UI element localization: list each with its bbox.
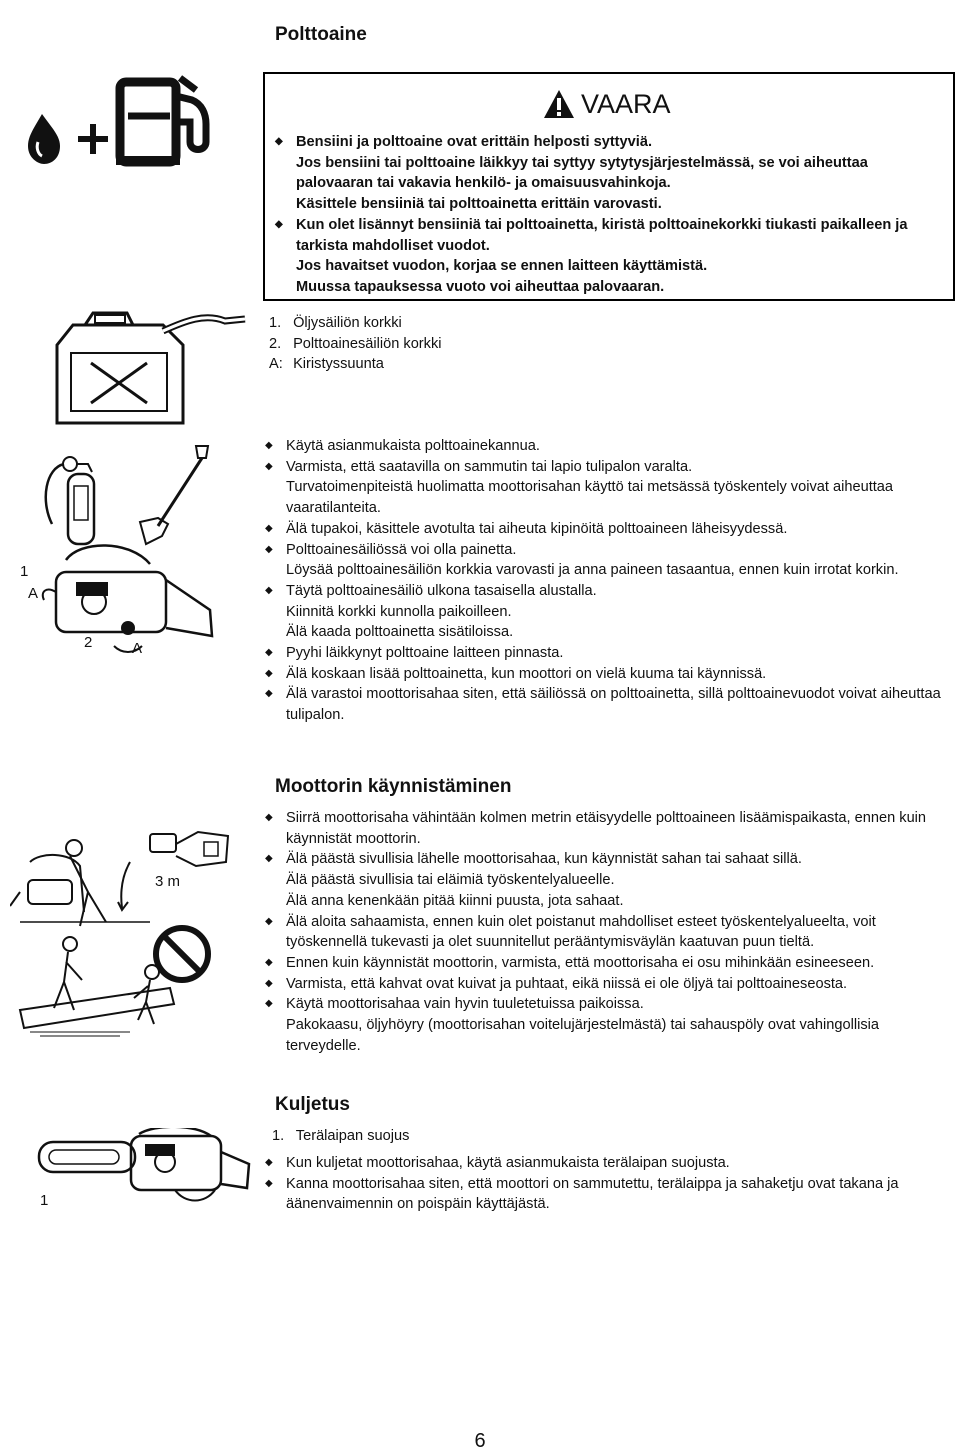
list-item: ◆ Älä aloita sahaamista, ennen kuin olet poistanut mahdolliset esteet työskentelyalueelta, voit työskennellä tukevasti ja olet suunnitellut perääntymisväylän kaatuvan puun tieltä. (265, 913, 876, 951)
bullet-diamond-icon: ◆ (265, 460, 273, 472)
warning-heading-text: VAARA (581, 89, 671, 119)
list-item: ◆ Älä tupakoi, käsittele avotulta tai aiheuta kipinöitä polttoaineen läheisyydessä. (265, 519, 955, 540)
bullet-diamond-icon: ◆ (265, 543, 273, 555)
figure-label-a: A (28, 585, 39, 602)
list-item: ◆ Varmista, että kahvat ovat kuivat ja puhtaat, eikä niissä ei ole öljyä tai polttoaineseosta. (265, 974, 955, 995)
bullet-diamond-icon: ◆ (265, 667, 273, 679)
bullet-diamond-icon: ◆ (265, 956, 273, 968)
section-title-transport: Kuljetus (275, 1094, 350, 1115)
danger-warning-box (263, 72, 955, 301)
bullet-diamond-icon: ◆ (265, 1157, 273, 1168)
transport-legend (272, 1126, 409, 1147)
warning-item: ◆ Bensiini ja polttoaine ovat erittäin helposti syttyviä. Jos bensiini tai polttoaine läikkyy tai syttyy sytytysjärjestelmässä, se voi aiheuttaa palovaaran tai vakavia henkilö- ja omaisuusvahinkoja. Käsittele bensiiniä tai polttoainetta erittäin varovasti. (275, 134, 868, 213)
bullet-diamond-icon: ◆ (265, 915, 273, 927)
fuel-pump-icon (20, 70, 220, 170)
page-number: 6 (474, 1430, 486, 1452)
list-item: ◆ Älä koskaan lisää polttoainetta, kun moottori on vielä kuuma tai käynnissä. (265, 664, 955, 685)
list-item: ◆ Ennen kuin käynnistät moottorin, varmista, että moottorisaha ei osu mihinkään esineeseen. (265, 953, 955, 974)
list-item: ◆ Varmista, että saatavilla on sammutin tai lapio tulipalon varalta. Turvatoimenpiteistä huolimatta moottorisahan käyttö tai metsässä työskentely voivat aiheuttaa vaaratilanteita. (265, 458, 894, 517)
bullet-diamond-icon: ◆ (265, 584, 273, 596)
fuel-legend (269, 313, 442, 375)
list-item: ◆ Polttoainesäiliössä voi olla painetta. Löysää polttoainesäiliön korkkia varovasti ja anna paineen tasaantua, ennen kuin irrotat korkin. (265, 541, 899, 579)
extinguisher-shovel-chainsaw-figure (10, 440, 260, 670)
figure-label-a: A (132, 640, 143, 657)
distance-3m-figure (10, 822, 250, 932)
bullet-diamond-icon: ◆ (265, 977, 273, 989)
bullet-diamond-icon: ◆ (265, 647, 273, 659)
starting-safety-list (265, 808, 955, 1056)
list-item: ◆ Pyyhi läikkynyt polttoaine laitteen pinnasta. (265, 643, 955, 664)
bullet-diamond-icon: ◆ (265, 998, 273, 1010)
bullet-diamond-icon: ◆ (265, 812, 273, 823)
warning-item: ◆ Kun olet lisännyt bensiiniä tai polttoainetta, kiristä polttoainekorkki tiukasti paikalleen ja tarkista mahdolliset vuodot. Jos havaitset vuodon, korjaa se ennen laitteen käyttämistä. Muussa tapauksessa vuoto voi aiheuttaa palovaaran. (275, 216, 908, 295)
bullet-diamond-icon: ◆ (265, 440, 273, 451)
warning-list (275, 132, 945, 298)
section-title-fuel: Polttoaine (275, 24, 367, 45)
legend-item: 1. Terälaipan suojus (272, 1128, 410, 1144)
fuel-safety-list (265, 436, 955, 726)
fuel-can-icon (45, 305, 255, 430)
transport-list (265, 1153, 955, 1215)
list-item: ◆ Älä päästä sivullisia lähelle moottorisahaa, kun käynnistät sahan tai sahaat sillä. Älä päästä sivullisia tai eläimiä työskentelyalueelle. Älä anna kenenkään pitää kiinni puusta, jota sahaat. (265, 851, 802, 909)
bullet-diamond-icon: ◆ (275, 218, 283, 230)
bullet-diamond-icon: ◆ (275, 136, 283, 147)
list-item: ◆ Käytä moottorisahaa vain hyvin tuuletetuissa paikoissa. Pakokaasu, öljyhöyry (moottorisahan voitelujärjestelmästä) tai sahauspöly ovat vahingollisia terveydelle. (265, 996, 879, 1054)
list-item: ◆ Täytä polttoainesäiliö ulkona tasaisella alustalla. Kiinnitä korkki kunnolla paikoilleen. Älä kaada polttoainetta sisätiloissa. (265, 582, 597, 641)
list-item: ◆ Käytä asianmukaista polttoainekannua. (265, 436, 955, 457)
warning-heading (543, 89, 671, 119)
legend-item: 2. Polttoainesäiliön korkki (269, 335, 442, 352)
figure-label-1: 1 (40, 1192, 49, 1209)
distance-label: 3 m (155, 873, 181, 890)
bullet-diamond-icon: ◆ (265, 688, 273, 700)
figure-label-1: 1 (20, 563, 29, 580)
bullet-diamond-icon: ◆ (265, 1177, 273, 1189)
bullet-diamond-icon: ◆ (265, 853, 273, 865)
figure-label-2: 2 (84, 634, 93, 651)
legend-item: 1. Öljysäiliön korkki (269, 315, 402, 331)
warning-triangle-icon (543, 89, 575, 119)
list-item: ◆ Kun kuljetat moottorisahaa, käytä asianmukaista terälaipan suojusta. (265, 1153, 955, 1174)
bystander-prohibited-figure (10, 920, 250, 1040)
list-item: ◆ Älä varastoi moottorisahaa siten, että säiliössä on polttoainetta, sillä polttoainevuodot voivat aiheuttaa tulipalon. (265, 686, 941, 724)
legend-item: A: Kiristyssuunta (269, 356, 384, 372)
list-item: ◆ Siirrä moottorisaha vähintään kolmen metrin etäisyydelle polttoaineen lisäämispaikasta, ennen kuin käynnistät moottorin. (265, 810, 927, 847)
bullet-diamond-icon: ◆ (265, 522, 273, 534)
list-item: ◆ Kanna moottorisahaa siten, että moottori on sammutettu, terälaippa ja sahaketju ovat takana ja äänenvaimennin on poispäin käyttäjästä. (265, 1175, 899, 1213)
section-title-starting: Moottorin käynnistäminen (275, 776, 512, 797)
chainsaw-bar-cover-figure (35, 1128, 255, 1223)
